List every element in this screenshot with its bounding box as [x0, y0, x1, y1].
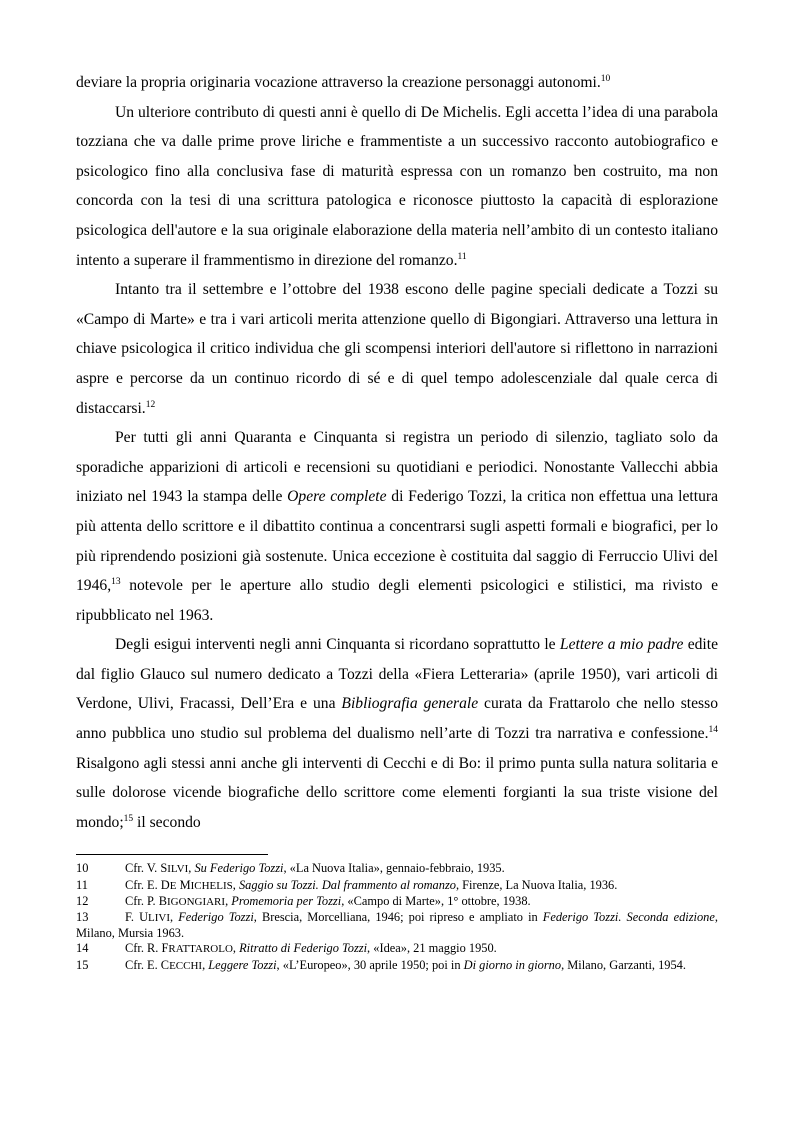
italic-title: Federigo Tozzi. Seconda edizione [542, 910, 715, 925]
text-run: F. U [125, 910, 149, 925]
text-run: , [188, 861, 195, 876]
footnote [76, 861, 718, 877]
italic-title: Promemoria per Tozzi [231, 893, 342, 908]
text-run: Un ulteriore contributo di questi anni è quello di De Michelis. Egli accetta l’idea di una parabola tozziana che va dalle prime prove liriche e frammentiste a un successivo racconto autobiografico e psicologico fino alla conclusiva fase di maturità espressa con un romanzo ben costruito, ma non concorda con la tesi di una scrittura patologica e riconosce piuttosto la capacità di esplorazione psicologica dell'autore e la sua originale elaborazione della materia nell’ambito di un contesto italiano intento a superare il frammentismo in direzione del romanzo. [76, 103, 718, 269]
small-caps-name: LIVI [148, 912, 171, 925]
small-caps-name: ECCHI [169, 959, 203, 972]
text-run: Cfr. E. D [125, 877, 170, 892]
text-run: , [232, 877, 239, 892]
italic-title: Opere complete [287, 488, 387, 506]
text-run: deviare la propria originaria vocazione attraverso la creazione personaggi autonomi. [76, 74, 601, 91]
footnotes [76, 861, 718, 973]
italic-title: Saggio su Tozzi. Dal frammento al romanzo [238, 877, 456, 892]
paragraph [76, 275, 718, 423]
text-run: , Milano, Mursia 1963. [76, 910, 718, 941]
text-run: notevole per le aperture allo studio degli elementi psicologici e stilistici, ma rivisto e ripubblicato nel 1963. [76, 577, 718, 624]
text-run: , [202, 957, 209, 972]
text-run: Per tutti gli anni Quaranta e Cinquanta si registra un periodo di silenzio, tagliato solo da sporadiche apparizioni di articoli e recensioni su quotidiani e periodici. Nonostante Vallecchi abbia iniziato nel 1943 la stampa delle [76, 429, 718, 506]
text-run: edite dal figlio Glauco sul numero dedicato a Tozzi della «Fiera Letteraria» (aprile 1950), vari articoli di Verdone, Ulivi, Fracassi, Dell’Era e una [76, 636, 719, 713]
text-run: Degli esigui interventi negli anni Cinquanta si ricordano soprattutto le [115, 636, 560, 654]
text-run: Cfr. P. B [125, 893, 168, 908]
text-run: , [170, 910, 179, 925]
document-page [76, 68, 718, 974]
italic-title: Federigo Tozzi [178, 910, 254, 925]
footnote-number: 10 [76, 861, 89, 876]
paragraph [76, 68, 718, 98]
footnote [76, 958, 718, 974]
footnote-number: 11 [76, 877, 88, 892]
paragraph [76, 98, 718, 276]
text-run: , Milano, Garzanti, 1954. [561, 957, 686, 972]
text-run: , [225, 893, 232, 908]
paragraph [76, 630, 718, 837]
footnote-number: 14 [76, 941, 89, 956]
text-run: di Federigo Tozzi, la critica non effettua una lettura più attenta dello scrittore e il dibattito continua a concentrarsi sugli aspetti formali e biografici, per lo più riprendendo posizioni già sostenute. Unica eccezione è costituita dal saggio di Ferruccio Ulivi del 1946, [76, 488, 719, 595]
text-run: M [176, 877, 191, 892]
text-run: Cfr. R. F [125, 941, 169, 956]
footnote-reference: 11 [457, 251, 467, 262]
footnote-divider [76, 854, 268, 855]
footnote-number: 12 [76, 893, 89, 908]
footnote [76, 894, 718, 910]
footnote [76, 878, 718, 894]
text-run: il secondo [133, 813, 201, 831]
italic-title: Leggere Tozzi [208, 957, 277, 972]
footnote [76, 910, 718, 941]
footnote-number: 15 [76, 957, 89, 972]
small-caps-name: IGONGIARI [167, 895, 226, 908]
italic-title: Bibliografia generale [341, 695, 479, 713]
text-run: , [232, 941, 240, 956]
text-run: , «L’Europeo», 30 aprile 1950; poi in [276, 957, 464, 972]
paragraph [76, 423, 718, 630]
text-run: , «La Nuova Italia», gennaio-febbraio, 1935. [283, 861, 505, 876]
footnote [76, 941, 718, 957]
text-run: , Firenze, La Nuova Italia, 1936. [455, 877, 618, 892]
footnote-reference: 14 [708, 725, 718, 736]
small-caps-name: E [169, 879, 177, 892]
footnote-reference: 12 [145, 399, 156, 410]
text-run: Cfr. V. S [125, 861, 168, 876]
text-run: curata da Frattarolo che nello stesso anno pubblica uno studio sul problema del dualismo nell’arte di Tozzi tra narrativa e confessione. [76, 695, 718, 743]
text-run: Cfr. E. C [125, 957, 170, 972]
small-caps-name: ICHELIS [190, 879, 233, 892]
text-run: , «Idea», 21 maggio 1950. [367, 941, 497, 956]
footnote-reference: 10 [600, 74, 611, 84]
footnote-reference: 15 [123, 813, 134, 824]
text-run: , «Campo di Marte», 1° ottobre, 1938. [341, 893, 531, 908]
italic-title: Su Federigo Tozzi [194, 861, 284, 876]
footnote-reference: 13 [111, 577, 121, 588]
body-text [76, 68, 718, 837]
italic-title: Di giorno in giorno [463, 957, 562, 972]
text-run: Risalgono agli stessi anni anche gli interventi di Cecchi e di Bo: il primo punta sulla natura solitaria e sulle dolorose vicende biografiche dello scrittore come elementi forgianti la sua triste visione del mondo; [76, 754, 718, 831]
text-run: Intanto tra il settembre e l’ottobre del 1938 escono delle pagine speciali dedicate a Tozzi su «Campo di Marte» e tra i vari articoli merita attenzione quello di Bigongiari. Attraverso una lettura in chiave psicologica il critico individua che gli scompensi interiori dell'autore si riflettono in narrazioni aspre e percorse da un continuo ricordo di sé e di quel tempo adolescenziale dal quale cerca di distaccarsi. [76, 281, 718, 417]
text-run: , Brescia, Morcelliana, 1946; poi ripreso e ampliato in [253, 910, 543, 925]
small-caps-name: RATTAROLO [168, 943, 233, 956]
footnote-number: 13 [76, 910, 89, 925]
italic-title: Lettere a mio padre [559, 636, 684, 654]
italic-title: Ritratto di Federigo Tozzi [239, 941, 368, 956]
small-caps-name: ILVI [167, 863, 189, 876]
